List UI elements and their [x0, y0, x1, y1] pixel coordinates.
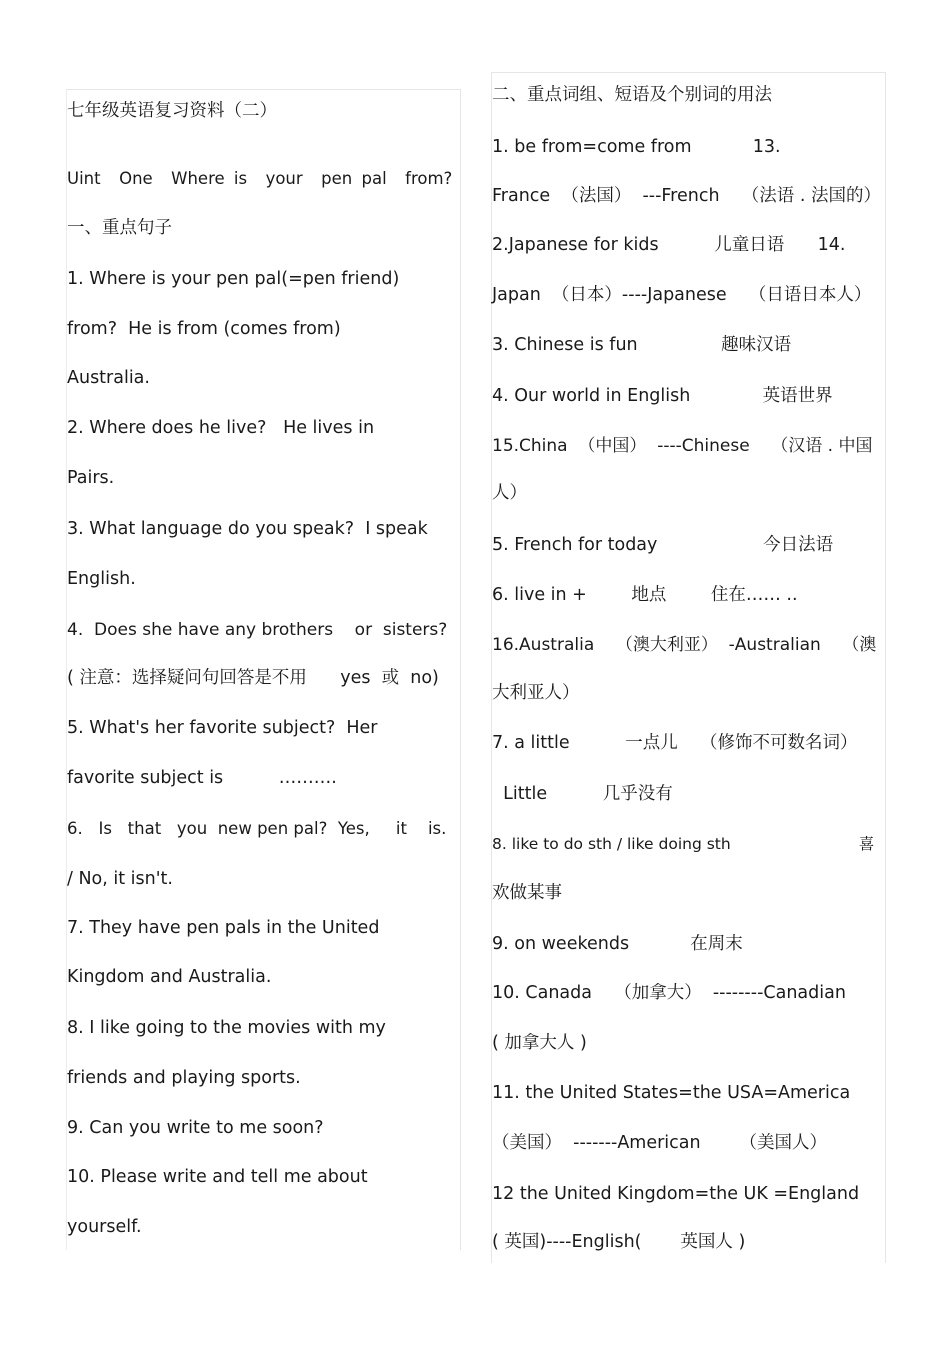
- phrase-line: 欢做某事: [492, 883, 562, 903]
- phrase-line: 15.China （中国） ----Chinese （汉语 . 中国: [492, 436, 873, 456]
- phrase-line: ( 英国)----English( 英国人 ): [492, 1232, 746, 1252]
- phrase-line: ( 加拿大人 ): [492, 1033, 587, 1053]
- sentence-line: 4. Does she have any brothers or sisters?: [67, 620, 448, 640]
- phrase-line: 大利亚人）: [492, 683, 580, 703]
- phrase-line: 4. Our world in English 英语世界: [492, 386, 833, 406]
- sentence-line: favorite subject is ……….: [67, 768, 337, 788]
- phrase-line: 7. a little 一点儿 （修饰不可数名词）: [492, 733, 858, 753]
- sentence-line: 6. Is that you new pen pal? Yes, it is.: [67, 819, 447, 838]
- phrase-line: 10. Canada （加拿大） --------Canadian: [492, 983, 846, 1003]
- phrase-line: 8. like to do sth / like doing sth 喜: [492, 835, 875, 853]
- sentence-line: Kingdom and Australia.: [67, 967, 272, 987]
- phrase-line: 11. the United States=the USA=America: [492, 1083, 851, 1103]
- sentence-line: 9. Can you write to me soon?: [67, 1118, 324, 1138]
- sentence-line: 3. What language do you speak? I speak: [67, 519, 428, 539]
- section-heading-sentences: 一、重点句子: [67, 218, 172, 238]
- phrase-line: France （法国） ---French （法语 . 法国的）: [492, 186, 881, 206]
- phrase-line: 2.Japanese for kids 儿童日语 14.: [492, 235, 846, 255]
- sentence-line: 5. What's her favorite subject? Her: [67, 718, 378, 738]
- sentence-line: 8. I like going to the movies with my: [67, 1018, 386, 1038]
- phrase-line: 3. Chinese is fun 趣味汉语: [492, 335, 792, 355]
- sentence-line: friends and playing sports.: [67, 1068, 301, 1088]
- sentence-line: English.: [67, 569, 136, 589]
- note-line: ( 注意：选择疑问句回答是不用 yes 或 no): [67, 668, 439, 688]
- phrase-line: 16.Australia （澳大利亚） -Australian （澳: [492, 635, 877, 655]
- sentence-line: 10. Please write and tell me about: [67, 1167, 368, 1187]
- left-column: [66, 89, 461, 1250]
- sentence-line: 7. They have pen pals in the United: [67, 918, 380, 938]
- sentence-line: yourself.: [67, 1217, 142, 1237]
- right-column: [491, 72, 886, 1263]
- sentence-line: 1. Where is your pen pal(=pen friend): [67, 269, 400, 289]
- document-title: 七年级英语复习资料（二）: [67, 101, 277, 121]
- phrase-line: 1. be from=come from 13.: [492, 137, 781, 157]
- phrase-line: 5. French for today 今日法语: [492, 535, 834, 555]
- section-heading-phrases: 二、重点词组、短语及个别词的用法: [492, 85, 772, 105]
- sentence-line: / No, it isn't.: [67, 869, 173, 889]
- sentence-line: 2. Where does he live? He lives in: [67, 418, 375, 438]
- phrase-line: 9. on weekends 在周末: [492, 934, 743, 954]
- phrase-line: （美国） -------American （美国人）: [492, 1133, 828, 1153]
- sentence-line: Pairs.: [67, 468, 115, 488]
- phrase-line: Japan （日本）----Japanese （日语日本人）: [492, 285, 872, 305]
- phrase-line: Little 几乎没有: [492, 784, 673, 804]
- phrase-line: 12 the United Kingdom=the UK =England: [492, 1184, 860, 1204]
- sentence-line: from? He is from (comes from): [67, 319, 341, 339]
- unit-title: Uint One Where is your pen pal from?: [67, 169, 453, 188]
- phrase-line: 人）: [492, 483, 527, 503]
- sentence-line: Australia.: [67, 368, 150, 388]
- phrase-line: 6. live in + 地点 住在…… ..: [492, 585, 798, 605]
